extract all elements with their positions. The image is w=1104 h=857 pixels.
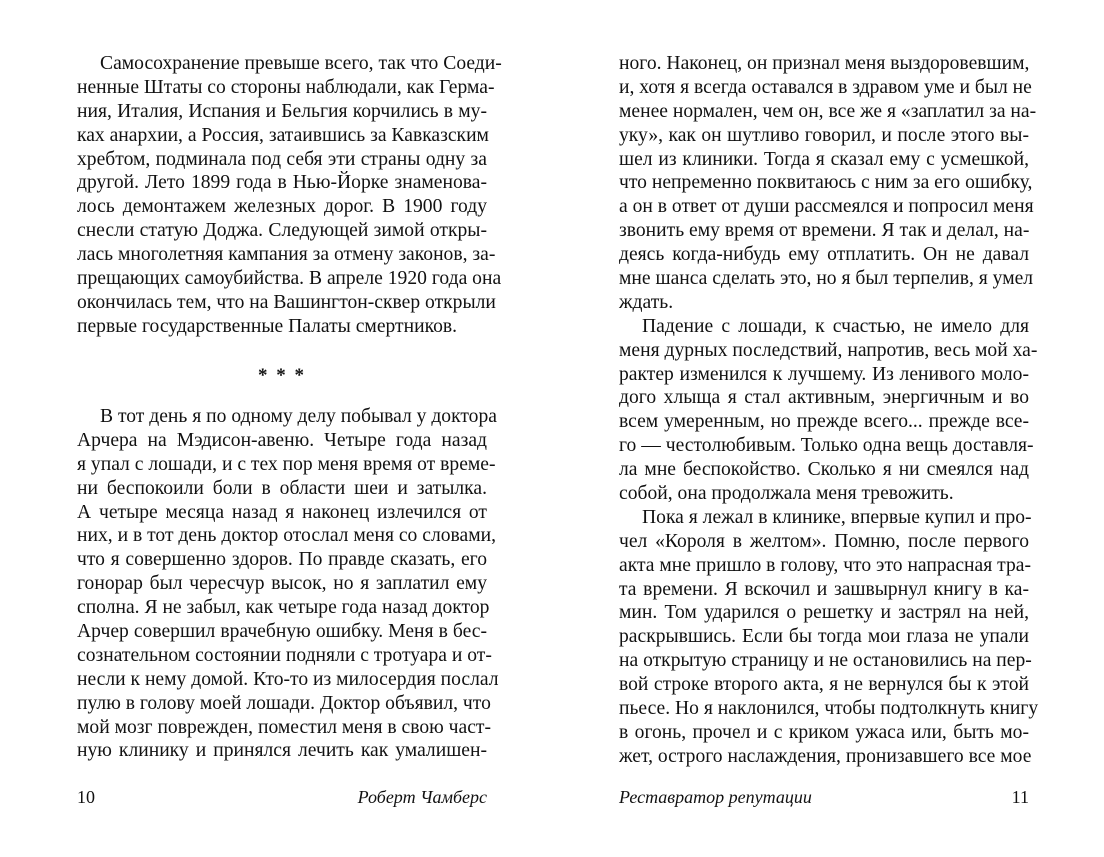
text-line: снесли статую Доджа. Следующей зимой откры- (77, 220, 487, 242)
text-line: ненные Штаты со стороны наблюдали, как Герма- (77, 76, 495, 98)
running-head-title: Реставратор репутации (619, 787, 812, 807)
text-line: что непременно поквитаюсь с ним за его ошибку, (619, 172, 1033, 194)
text-line: рактер изменился к лучшему. Из ленивого моло- (619, 363, 1029, 385)
text-line: что я совершенно здоров. По правде сказать, его (77, 549, 487, 571)
right-page (552, 0, 1104, 857)
text-line: всем умеренным, но прежде всего... прежде все- (619, 411, 1029, 433)
text-line: сполна. Я не забыл, как четыре года назад доктор (77, 597, 490, 619)
text-line: звонить ему время от времени. Я так и делал, на- (619, 220, 1030, 242)
text-line: шел из клиники. Тогда я сказал ему с усмешкой, (619, 148, 1029, 170)
text-line: прещающих самоубийства. В апреле 1920 года она (77, 268, 502, 290)
text-line: Пока я лежал в клинике, впервые купил и про- (642, 506, 1032, 528)
page-number: 11 (1011, 787, 1029, 807)
page-number: 10 (77, 787, 95, 807)
text-line: дого хлыща я стал активным, энергичным и во (619, 387, 1029, 409)
text-line: мин. Том ударился о решетку и застрял на ней, (619, 602, 1029, 624)
text-line: лось демонтажем железных дорог. В 1900 году (77, 196, 487, 218)
paragraph (619, 52, 1039, 769)
text-line: мой мозг поврежден, поместил меня в свою част- (77, 716, 492, 738)
text-line: пьесе. Но я наклонился, чтобы подтолкнуть книгу (619, 698, 1039, 720)
text-line: в огонь, прочел и с криком ужаса или, быть мо- (619, 721, 1029, 743)
text-line: Арчер совершил врачебную ошибку. Меня в бес- (77, 621, 487, 643)
text-line: чел «Короля в желтом». Помню, после первого (619, 530, 1029, 552)
text-line: несли к нему домой. Кто-то из милосердия послал (77, 668, 499, 690)
text-line: жет, острого наслаждения, пронизавшего все мое (619, 745, 1032, 767)
text-line: ла мне беспокойство. Сколько я ни смеялся над (619, 459, 1029, 481)
section-separator: * * * (258, 365, 306, 386)
text-line: А четыре месяца назад я наконец излечился от (77, 501, 487, 523)
text-line: меня дурных последствий, напротив, весь мой ха- (619, 339, 1038, 361)
running-head-author: Роберт Чамберс (357, 787, 487, 807)
text-line: Самосохранение превыше всего, так что Соеди- (100, 53, 502, 74)
text-line: мне шанса сделать это, но я был терпелив, я умел (619, 268, 1034, 290)
text-line: на открытую страницу и не остановились на пер- (619, 650, 1032, 672)
text-line: хребтом, подминала под себя эти страны одну за (77, 148, 487, 170)
text-line: них, и в тот день доктор отослал меня со словами, (77, 525, 496, 547)
text-line: сознательном состоянии подняли с тротуара и от- (77, 644, 492, 666)
text-line: уку», как он шутливо говорил, и после этого вы- (619, 124, 1029, 146)
text-line: деясь когда-нибудь ему отплатить. Он не давал (619, 244, 1029, 266)
text-line: Арчера на Мэдисон-авеню. Четыре года назад (77, 429, 487, 451)
paragraph (77, 52, 502, 339)
text-line: го — честолюбивым. Только одна вещь доставля- (619, 435, 1034, 457)
text-line: та времени. Я вскочил и зашвырнул книгу в ка- (619, 578, 1029, 600)
paragraph (77, 405, 499, 763)
text-line: ни беспокоили боли в области шеи и затылка. (77, 477, 487, 499)
text-line: ную клинику и принялся лечить как умалишен- (77, 740, 487, 762)
text-line: ках анархии, а Россия, затаившись за Кавказским (77, 124, 489, 146)
text-line: менее нормален, чем он, все же я «заплатил за на- (619, 100, 1037, 122)
text-line: ждать. (619, 291, 674, 313)
text-line: первые государственные Палаты смертников. (77, 315, 458, 337)
text-line: и, хотя я всегда оставался в здравом уме и был не (619, 76, 1032, 98)
text-line: собой, она продолжала меня тревожить. (619, 483, 954, 505)
text-line: акта мне пришло в голову, что это напрасная тра- (619, 554, 1031, 576)
text-line: ного. Наконец, он признал меня выздоровевшим, (619, 53, 1030, 74)
text-line: ния, Италия, Испания и Бельгия корчились в му- (77, 100, 487, 122)
text-line: пулю в голову моей лошади. Доктор объявил, что (77, 692, 491, 714)
text-line: Падение с лошади, к счастью, не имело для (642, 315, 1029, 337)
text-line: лась многолетняя кампания за отмену законов, за- (77, 244, 496, 266)
text-line: раскрывшись. Если бы тогда мои глаза не упали (619, 626, 1029, 648)
text-line: окончилась тем, что на Вашингтон-сквер открыли (77, 291, 496, 313)
text-line: В тот день я по одному делу побывал у доктора (100, 406, 497, 427)
text-line: я упал с лошади, и с тех пор меня время от време- (77, 453, 496, 475)
text-line: гонорар был чересчур высок, но я заплатил ему (77, 573, 487, 595)
text-line: другой. Лето 1899 года в Нью-Йорке знаменова- (77, 172, 487, 194)
text-line: а он в ответ от души рассмеялся и попросил меня (619, 196, 1034, 218)
text-line: вой строке второго акта, я не вернулся бы к этой (619, 674, 1029, 696)
